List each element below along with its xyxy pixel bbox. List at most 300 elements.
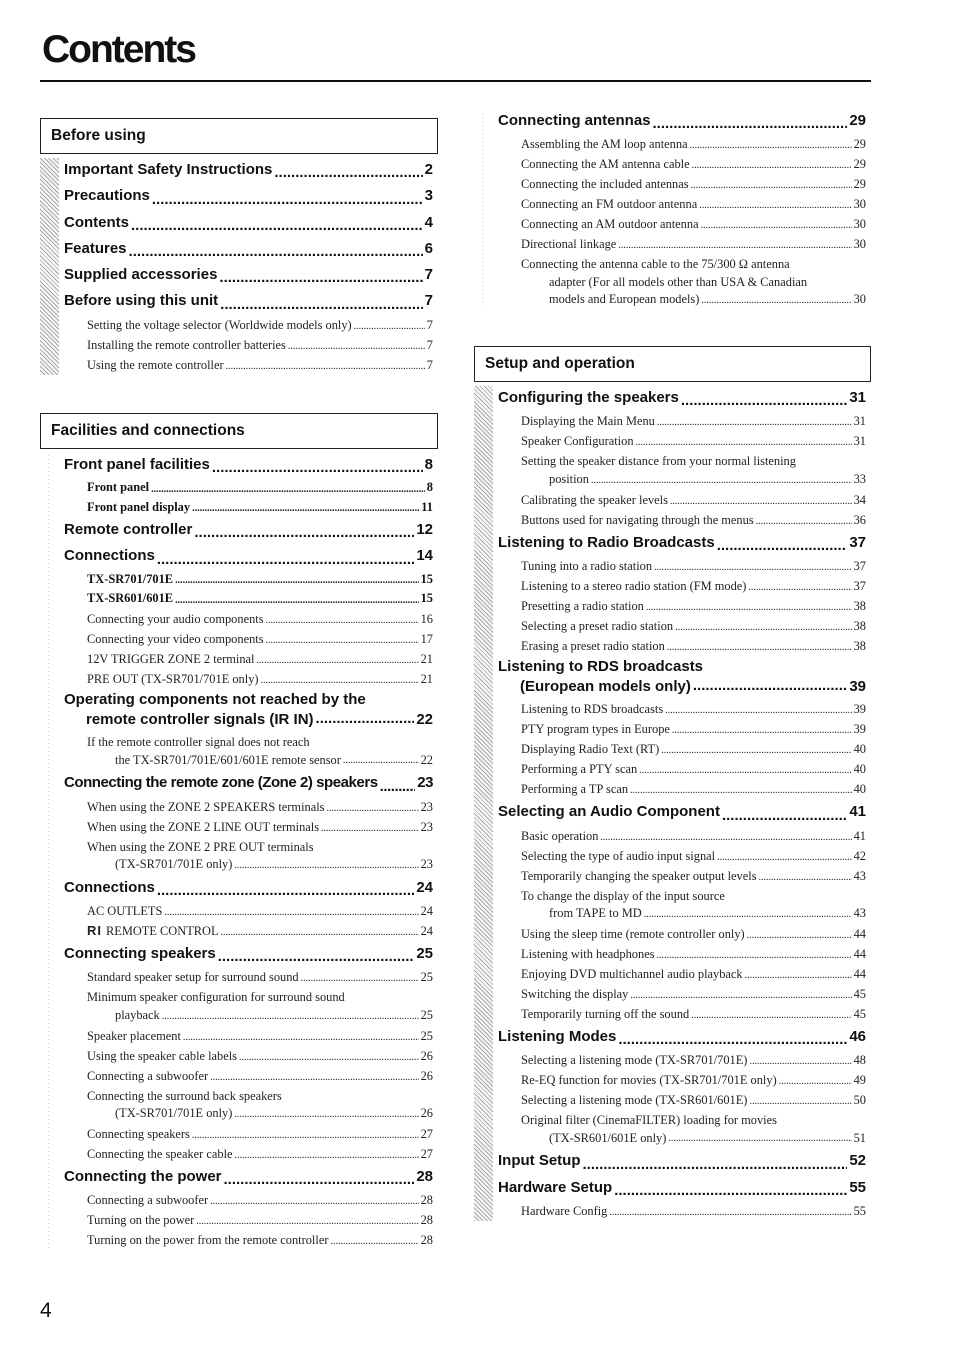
toc-subentry: [498, 134, 866, 154]
toc-subentry: [498, 944, 866, 964]
entry-title-line: [521, 905, 866, 923]
toc-subentry: [498, 214, 866, 234]
dot-leader: [701, 218, 852, 234]
title-rule: [40, 80, 871, 82]
entry-page: 39: [849, 677, 866, 695]
toc-subentry: [498, 234, 866, 254]
entry-page: 23: [420, 799, 433, 814]
toc-entry: [64, 288, 433, 314]
entry-page: 45: [853, 986, 866, 1001]
entry-page: 31: [853, 434, 866, 449]
toc-subentry: [498, 576, 866, 596]
toc-subentry: [498, 194, 866, 214]
dot-leader: [288, 339, 425, 355]
dot-leader: [326, 801, 418, 817]
dot-leader: [747, 928, 852, 944]
entry-page: 43: [853, 906, 866, 921]
entry-title: Tuning into a radio station: [521, 558, 653, 573]
entry-page: 52: [849, 1152, 866, 1170]
entry-title: AC OUTLETS: [87, 904, 163, 919]
dot-leader: [748, 580, 851, 596]
entry-title-line: [87, 752, 433, 770]
entry-page: 29: [849, 112, 866, 129]
dot-leader: [220, 295, 422, 315]
toc-entry: [64, 543, 433, 569]
dot-leader: [636, 435, 852, 451]
page-number: 4: [40, 1299, 52, 1322]
dot-leader: [196, 1214, 418, 1230]
toc-entry: [498, 1148, 866, 1174]
entry-title: Calibrating the speaker levels: [521, 492, 668, 507]
toc-subentry: [498, 739, 866, 759]
entry-title: TX-SR701/701E: [87, 571, 174, 586]
entry-title: Hardware Config: [521, 1203, 608, 1218]
entry-title: (TX-SR701/701E only): [115, 857, 233, 872]
entry-title: Selecting a preset radio station: [521, 618, 674, 633]
entry-title: Connecting the power: [64, 1167, 222, 1185]
dot-leader: [234, 858, 418, 874]
toc-subentry: [498, 719, 866, 739]
entry-list: [40, 449, 438, 1250]
entry-title: position: [549, 471, 589, 486]
entry-title: RI REMOTE CONTROL: [87, 923, 219, 939]
entry-title-line: To change the display of the input source: [521, 888, 725, 903]
toc-subentry: [498, 964, 866, 984]
entry-page: 12: [416, 521, 433, 539]
dot-leader: [701, 293, 851, 309]
entry-page: 8: [424, 455, 433, 473]
toc-subentry: [498, 556, 866, 576]
dot-leader: [639, 763, 851, 779]
dot-leader: [192, 501, 419, 517]
entry-page: 40: [853, 762, 866, 777]
toc-entry: [64, 875, 433, 901]
entry-page: 40: [853, 782, 866, 797]
entry-title: Turning on the power: [87, 1213, 195, 1228]
dot-leader: [354, 319, 425, 335]
dot-leader: [234, 1107, 418, 1123]
toc-entry: [64, 517, 433, 543]
entry-page: 44: [853, 926, 866, 941]
dot-leader: [722, 806, 847, 826]
dot-leader: [219, 268, 422, 288]
toc-entry: [498, 1175, 866, 1201]
entry-page: 15: [420, 571, 433, 586]
entry-title: (European models only): [520, 677, 691, 695]
entry-title: Selecting a listening mode (TX-SR601/601E): [521, 1093, 748, 1108]
entry-title: (TX-SR701/701E only): [115, 1106, 233, 1121]
toc-subentry: [498, 779, 866, 799]
entry-page: 26: [420, 1068, 433, 1083]
dot-leader: [672, 723, 852, 739]
entry-page: 26: [420, 1106, 433, 1121]
toc-subentry: [498, 1090, 866, 1110]
entry-title: from TAPE to MD: [549, 906, 642, 921]
entry-title: Before using this unit: [64, 292, 219, 310]
dot-leader: [717, 850, 852, 866]
entry-title: Listening to RDS broadcasts: [521, 702, 664, 717]
dot-leader: [690, 138, 852, 154]
dot-leader: [157, 881, 414, 901]
dot-leader: [756, 514, 852, 530]
entry-page: 30: [853, 217, 866, 232]
dot-leader: [235, 1148, 419, 1164]
entry-page: 2: [424, 161, 433, 178]
ri-icon: RI: [87, 923, 102, 939]
entry-title: Connecting an AM outdoor antenna: [521, 217, 699, 232]
entry-title: Displaying the Main Menu: [521, 414, 655, 429]
entry-page: 15: [420, 591, 433, 606]
dot-leader: [665, 703, 851, 719]
entry-title-line: [87, 1007, 433, 1025]
entry-page: 25: [420, 970, 433, 985]
entry-page: 30: [853, 197, 866, 212]
dot-leader: [646, 600, 852, 616]
toc-subentry: [498, 846, 866, 866]
entry-title: Connecting the remote zone (Zone 2) speakers: [64, 774, 378, 792]
toc-subentry: [498, 510, 866, 530]
entry-title: Displaying Radio Text (RT): [521, 742, 660, 757]
entry-page: 25: [420, 1007, 433, 1022]
dot-leader: [583, 1155, 848, 1175]
entry-title-line: Connecting the surround back speakers: [87, 1088, 282, 1103]
entry-title: Connecting antennas: [498, 112, 651, 129]
entry-title: Front panel facilities: [64, 455, 210, 473]
toc-subentry: [498, 431, 866, 451]
toc-subentry: [64, 669, 433, 689]
entry-page: 16: [420, 611, 433, 626]
toc-entry: [64, 689, 433, 732]
dot-leader: [221, 925, 419, 941]
entry-page: 24: [420, 904, 433, 919]
entry-title: Performing a TP scan: [521, 782, 629, 797]
section-header: Facilities and connections: [40, 413, 438, 449]
dot-leader: [692, 158, 852, 174]
toc-entry: [498, 530, 866, 556]
entry-page: 3: [424, 187, 433, 205]
dot-leader: [316, 709, 415, 729]
dot-leader: [670, 494, 852, 510]
dot-leader: [745, 968, 852, 984]
entry-title: the TX-SR701/701E/601/601E remote sensor: [115, 752, 341, 767]
entry-title: Enjoying DVD multichannel audio playback: [521, 966, 743, 981]
entry-page: 31: [853, 414, 866, 429]
dot-leader: [779, 1074, 852, 1090]
dot-leader: [667, 640, 852, 656]
entry-title: Selecting a listening mode (TX-SR701/701E): [521, 1053, 748, 1068]
entry-title: TX-SR601/601E: [87, 591, 174, 606]
entry-page: 43: [853, 868, 866, 883]
entry-page: 6: [424, 239, 433, 257]
entry-title-line: When using the ZONE 2 PRE OUT terminals: [87, 839, 314, 854]
toc-subentry: [64, 570, 433, 590]
entry-title: Connecting the speaker cable: [87, 1146, 233, 1161]
entry-page: 23: [420, 819, 433, 834]
entry-title-line: [498, 676, 866, 696]
entry-title: Connecting your video components: [87, 631, 264, 646]
entry-page: 17: [420, 631, 433, 646]
entry-title-line: Original filter (CinemaFILTER) loading for movies: [521, 1113, 777, 1128]
page-title: Contents: [42, 28, 195, 71]
dot-leader: [194, 523, 414, 543]
entry-page: 29: [853, 177, 866, 192]
entry-page: 7: [426, 357, 433, 372]
toc-subentry: [64, 1026, 433, 1046]
toc-subentry: [64, 1066, 433, 1086]
entry-title: Buttons used for navigating through the menus: [521, 512, 754, 527]
entry-title: Connecting your audio components: [87, 611, 264, 626]
dot-leader: [301, 971, 419, 987]
entry-title-line: Operating components not reached by the: [64, 690, 366, 708]
entry-title-line: [521, 471, 866, 489]
toc-subentry: [64, 921, 433, 941]
entry-page: 22: [416, 710, 433, 728]
entry-page: 48: [853, 1053, 866, 1068]
toc-subentry: [64, 797, 433, 817]
entry-title: Connecting the AM antenna cable: [521, 157, 690, 172]
entry-title-line: [64, 709, 433, 729]
entry-page: 24: [416, 878, 433, 896]
toc-entry: [498, 385, 866, 411]
entry-title: remote controller signals (IR IN): [86, 710, 314, 728]
entry-page: 55: [853, 1203, 866, 1218]
dot-leader: [661, 743, 851, 759]
entry-title: Contents: [64, 213, 129, 231]
entry-page: 38: [853, 638, 866, 653]
entry-title: Connecting speakers: [64, 945, 216, 963]
entry-page: 25: [416, 945, 433, 963]
entry-page: 7: [424, 292, 433, 310]
entry-title-line: Listening to RDS broadcasts: [498, 657, 704, 675]
entry-title: Listening to Radio Broadcasts: [498, 533, 715, 551]
dot-leader: [675, 620, 852, 636]
entry-title: Features: [64, 239, 127, 257]
dot-leader: [226, 359, 425, 375]
entry-title-line: [87, 856, 433, 874]
entry-title: When using the ZONE 2 LINE OUT terminals: [87, 819, 320, 834]
toc-subentry: [498, 826, 866, 846]
entry-page: 28: [420, 1213, 433, 1228]
toc-subentry: [498, 1110, 866, 1148]
entry-page: 46: [849, 1027, 866, 1045]
entry-title: Important Safety Instructions: [64, 161, 273, 178]
toc-subentry: [64, 478, 433, 498]
dot-leader: [210, 1194, 418, 1210]
entry-page: 55: [849, 1178, 866, 1196]
dot-leader: [693, 676, 847, 696]
entry-title: Using the speaker cable labels: [87, 1048, 238, 1063]
entry-title: Using the sleep time (remote controller only): [521, 926, 745, 941]
entry-title: Connecting the included antennas: [521, 177, 689, 192]
dot-leader: [699, 198, 851, 214]
toc-entry: [498, 108, 866, 134]
toc-subentry: [64, 609, 433, 629]
entry-page: 44: [853, 946, 866, 961]
dot-leader: [691, 178, 852, 194]
entry-title-line: [87, 1105, 433, 1123]
dot-leader: [630, 988, 851, 1004]
toc-subentry: [498, 636, 866, 656]
entry-page: 22: [420, 752, 433, 767]
entry-page: 40: [853, 742, 866, 757]
toc-subentry: [64, 335, 433, 355]
dot-leader: [257, 653, 419, 669]
entry-page: 7: [426, 337, 433, 352]
toc-subentry: [498, 1070, 866, 1090]
entry-title: Connecting a subwoofer: [87, 1068, 209, 1083]
entry-title: Performing a PTY scan: [521, 762, 638, 777]
entry-title: Directional linkage: [521, 237, 617, 252]
dot-leader: [129, 242, 423, 262]
toc-subentry: [498, 596, 866, 616]
section-header: Before using: [40, 118, 438, 154]
entry-page: 21: [420, 651, 433, 666]
dot-leader: [192, 1128, 419, 1144]
dot-leader: [224, 1170, 415, 1190]
dot-leader: [274, 163, 422, 183]
toc-subentry: [64, 1230, 433, 1250]
entry-title: Hardware Setup: [498, 1178, 613, 1196]
entry-title: Listening to a stereo radio station (FM mode): [521, 578, 747, 593]
toc-entry: [498, 1024, 866, 1050]
toc-subentry: [64, 589, 433, 609]
toc-subentry: [498, 490, 866, 510]
entry-title: Front panel: [87, 480, 150, 495]
entry-title: Listening Modes: [498, 1027, 617, 1045]
toc-subentry: [498, 254, 866, 310]
entry-title: Front panel display: [87, 499, 191, 514]
entry-page: 41: [849, 803, 866, 821]
toc-subentry: [64, 732, 433, 770]
toc-entry: [64, 770, 433, 796]
dot-leader: [131, 216, 423, 236]
entry-title: Using the remote controller: [87, 357, 224, 372]
dot-leader: [212, 458, 423, 478]
dot-leader: [330, 1234, 418, 1250]
toc-entry: [498, 799, 866, 825]
entry-title: Connecting an FM outdoor antenna: [521, 197, 698, 212]
dot-leader: [321, 821, 419, 837]
dot-leader: [657, 948, 852, 964]
dot-leader: [183, 1030, 419, 1046]
entry-page: 29: [853, 157, 866, 172]
entry-title-line: adapter (For all models other than USA & Canadian: [549, 274, 808, 289]
dot-leader: [175, 593, 419, 609]
entry-title: Connecting a subwoofer: [87, 1193, 209, 1208]
entry-title: Connections: [64, 878, 155, 896]
dot-leader: [749, 1094, 851, 1110]
entry-title: Presetting a radio station: [521, 598, 644, 613]
entry-page: 30: [853, 237, 866, 252]
entry-page: 38: [853, 618, 866, 633]
entry-page: 23: [420, 857, 433, 872]
entry-title: Supplied accessories: [64, 266, 218, 284]
dot-leader: [618, 1030, 847, 1050]
dot-leader: [657, 415, 852, 431]
entry-page: 14: [416, 547, 433, 565]
right-column: [474, 108, 871, 1221]
entry-title: Input Setup: [498, 1152, 581, 1170]
dot-leader: [164, 905, 418, 921]
dot-leader: [600, 830, 851, 846]
toc-subentry: [64, 1144, 433, 1164]
entry-page: 49: [853, 1073, 866, 1088]
entry-title: Remote controller: [64, 521, 193, 539]
dot-leader: [681, 391, 847, 411]
entry-page: 33: [853, 471, 866, 486]
entry-page: 27: [420, 1146, 433, 1161]
entry-title: Listening with headphones: [521, 946, 655, 961]
entry-page: 38: [853, 598, 866, 613]
entry-list: [40, 154, 438, 375]
entry-page: 51: [853, 1130, 866, 1145]
toc-subentry: [498, 759, 866, 779]
entry-title: PRE OUT (TX-SR701/701E only): [87, 671, 259, 686]
dot-leader: [343, 753, 419, 769]
toc-subentry: [64, 1086, 433, 1124]
entry-title: Temporarily changing the speaker output levels: [521, 868, 757, 883]
entry-title: Selecting the type of audio input signal: [521, 848, 716, 863]
entry-title: Re-EQ function for movies (TX-SR701/701E only): [521, 1073, 777, 1088]
entry-title: Assembling the AM loop antenna: [521, 137, 688, 152]
entry-title: Turning on the power from the remote controller: [87, 1233, 329, 1248]
dot-leader: [749, 1054, 851, 1070]
dot-leader: [609, 1205, 851, 1221]
entry-page: 8: [426, 480, 433, 495]
entry-page: 37: [849, 533, 866, 551]
toc-subentry: [64, 1046, 433, 1066]
toc-subentry: [64, 1210, 433, 1230]
toc-subentry: [64, 817, 433, 837]
entry-page: 37: [853, 558, 866, 573]
left-column: [40, 118, 438, 1250]
toc-section: [474, 346, 871, 1221]
dot-leader: [261, 673, 419, 689]
entry-title: 12V TRIGGER ZONE 2 terminal: [87, 651, 255, 666]
toc-subentry: [64, 987, 433, 1025]
toc-entry: [64, 210, 433, 236]
toc-subentry: [498, 984, 866, 1004]
dot-leader: [654, 560, 852, 576]
toc-subentry: [498, 174, 866, 194]
toc-section: [474, 108, 871, 310]
entry-title: When using the ZONE 2 SPEAKERS terminals: [87, 799, 325, 814]
entry-page: 23: [417, 774, 433, 792]
dot-leader: [380, 777, 416, 797]
entry-page: 7: [424, 266, 433, 284]
entry-title: Speaker placement: [87, 1028, 181, 1043]
entry-page: 7: [426, 317, 433, 332]
toc-subentry: [498, 886, 866, 924]
toc-entry: [64, 452, 433, 478]
entry-page: 25: [420, 1028, 433, 1043]
dot-leader: [266, 613, 419, 629]
toc-subentry: [64, 967, 433, 987]
dot-leader: [653, 114, 848, 134]
toc-subentry: [64, 629, 433, 649]
toc-subentry: [498, 411, 866, 431]
dot-leader: [644, 907, 852, 923]
entry-title: Connecting speakers: [87, 1126, 190, 1141]
entry-page: 39: [853, 722, 866, 737]
entry-title: Connections: [64, 547, 155, 565]
entry-page: 21: [420, 671, 433, 686]
toc-subentry: [64, 1124, 433, 1144]
entry-list: [474, 108, 871, 310]
section-header: Setup and operation: [474, 346, 871, 382]
entry-page: 11: [421, 499, 433, 514]
entry-title: Temporarily turning off the sound: [521, 1006, 690, 1021]
